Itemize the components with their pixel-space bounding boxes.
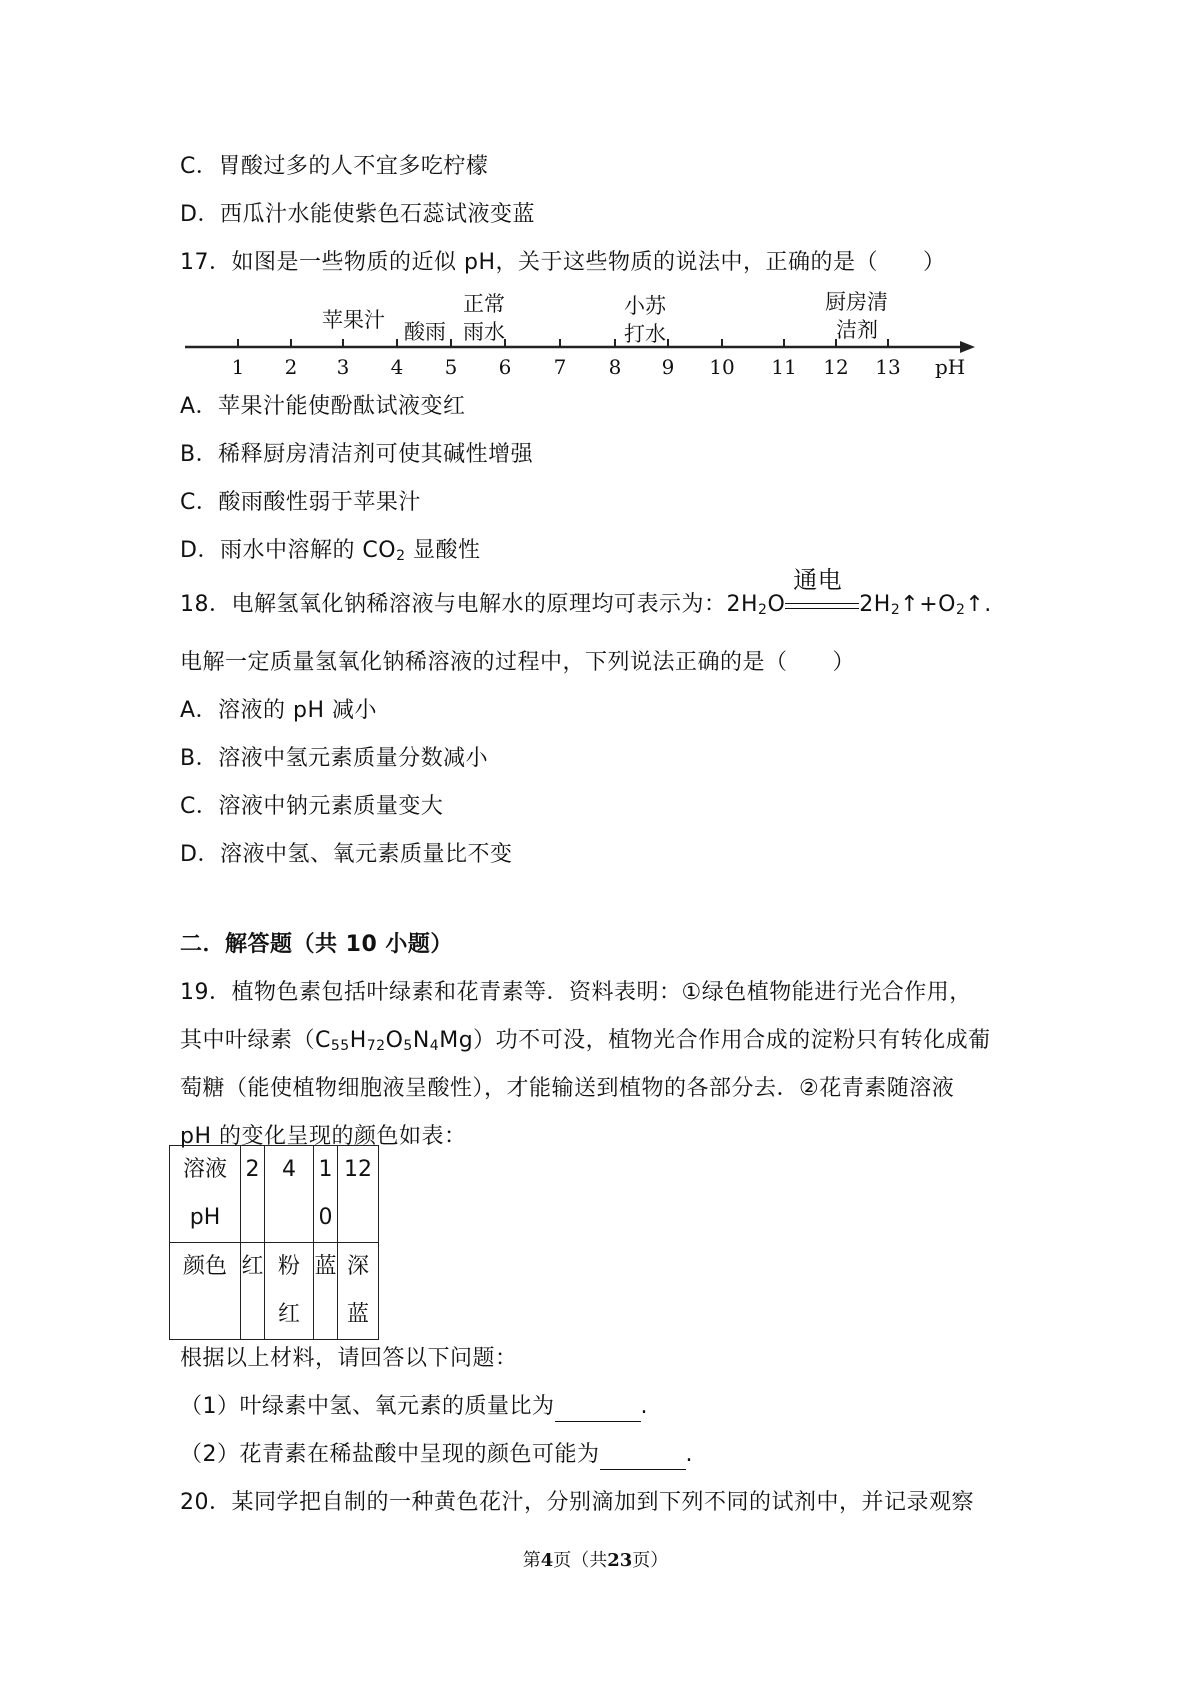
ph-tick-label: 10	[709, 355, 735, 379]
label-acid-rain: 酸雨	[404, 320, 446, 344]
q19-sub-1: （1）叶绿素中氢、氧元素的质量比为 .	[180, 1392, 648, 1422]
q18-option-a: A．溶液的 pH 减小	[180, 698, 378, 723]
table-cell: 溶液 pH	[170, 1146, 241, 1243]
q17-option-d: D．雨水中溶解的 $CO_2$ 显酸性	[180, 538, 481, 564]
table-cell: 红	[241, 1243, 265, 1340]
table-row	[170, 1243, 379, 1340]
table-cell: 蓝	[314, 1243, 338, 1340]
q19-line-2: 其中叶绿素$(C_{55}H_{72}O_5N_4Mg)$功不可没，植物光合作用合成的淀粉只有转化成葡	[180, 1028, 991, 1054]
table-cell: 1 0	[314, 1146, 338, 1243]
ph-tick-label: 7	[553, 355, 567, 379]
ph-tick-label: 11	[771, 355, 797, 379]
q19-sub-2: （2）花青素在稀盐酸中呈现的颜色可能为 .	[180, 1440, 693, 1470]
ph-tick-label: 9	[661, 355, 675, 379]
label-normal-rain-1: 正常	[463, 292, 505, 316]
label-normal-rain-2: 雨水	[463, 320, 505, 344]
q19-line-3: 萄糖（能使植物细胞液呈酸性），才能输送到植物的各部分去．②花青素随溶液	[180, 1076, 955, 1101]
q19-line-4: pH 的变化呈现的颜色如表：	[180, 1124, 467, 1149]
table-cell: 颜色	[170, 1243, 241, 1340]
page-footer: 第4页（共23页）	[522, 1550, 669, 1571]
table-cell: 4	[265, 1146, 314, 1243]
ph-tick-label: 2	[284, 355, 298, 379]
answer-blank[interactable]	[600, 1447, 686, 1470]
label-soda-2: 打水	[624, 322, 666, 346]
q18-stem-2: 电解一定质量氢氧化钠稀溶液的过程中，下列说法正确的是（ ）	[180, 650, 856, 675]
q16-option-d: D．西瓜汁水能使紫色石蕊试液变蓝	[180, 202, 535, 227]
q16-option-c: C．胃酸过多的人不宜多吃柠檬	[180, 154, 489, 179]
label-apple-juice: 苹果汁	[322, 308, 385, 332]
q18-option-d: D．溶液中氢、氧元素质量比不变	[180, 842, 513, 867]
table-cell: 12	[338, 1146, 379, 1243]
q18-option-c: C．溶液中钠元素质量变大	[180, 794, 444, 819]
q18-option-b: B．溶液中氢元素质量分数减小	[180, 746, 489, 771]
q17-stem: 17．如图是一些物质的近似 pH，关于这些物质的说法中，正确的是（ ）	[180, 250, 946, 275]
section-2-title: 二．解答题（共 10 小题）	[180, 932, 453, 957]
ph-tick-label: 5	[444, 355, 458, 379]
label-kitchen-cleaner-1: 厨房清	[825, 290, 888, 314]
ph-tick-label: 6	[498, 355, 512, 379]
q18-stem-equation: 18．电解氢氧化钠稀溶液与电解水的原理均可表示为：$2H_2O$ 通电 $2H_2↑+O_2↑$.	[180, 566, 992, 618]
q17-option-c: C．酸雨酸性弱于苹果汁	[180, 490, 421, 515]
table-cell: 粉 红	[265, 1243, 314, 1340]
q17-option-b: B．稀释厨房清洁剂可使其碱性增强	[180, 442, 534, 467]
anthocyanin-color-table	[169, 1145, 379, 1340]
ph-scale-axis	[0, 0, 1191, 400]
answer-blank[interactable]	[555, 1399, 641, 1422]
ph-axis-label: pH	[935, 355, 966, 379]
table-cell: 深 蓝	[338, 1243, 379, 1340]
label-kitchen-cleaner-2: 洁剂	[836, 318, 878, 342]
q17-option-a: A．苹果汁能使酚酞试液变红	[180, 394, 466, 419]
ph-tick-label: 4	[390, 355, 404, 379]
label-soda-1: 小苏	[624, 294, 666, 318]
q19-intro: 根据以上材料，请回答以下问题：	[180, 1346, 518, 1371]
q20-line-1: 20．某同学把自制的一种黄色花汁，分别滴加到下列不同的试剂中，并记录观察	[180, 1490, 974, 1515]
table-row	[170, 1146, 379, 1243]
ph-tick-label: 12	[823, 355, 849, 379]
table-cell: 2	[241, 1146, 265, 1243]
ph-tick-label: 3	[336, 355, 350, 379]
ph-tick-label: 1	[231, 355, 245, 379]
q19-line-1: 19．植物色素包括叶绿素和花青素等．资料表明：①绿色植物能进行光合作用，	[180, 980, 972, 1005]
electrolysis-condition-arrow: 通电	[785, 595, 859, 615]
ph-tick-label: 8	[608, 355, 622, 379]
ph-tick-label: 13	[875, 355, 901, 379]
